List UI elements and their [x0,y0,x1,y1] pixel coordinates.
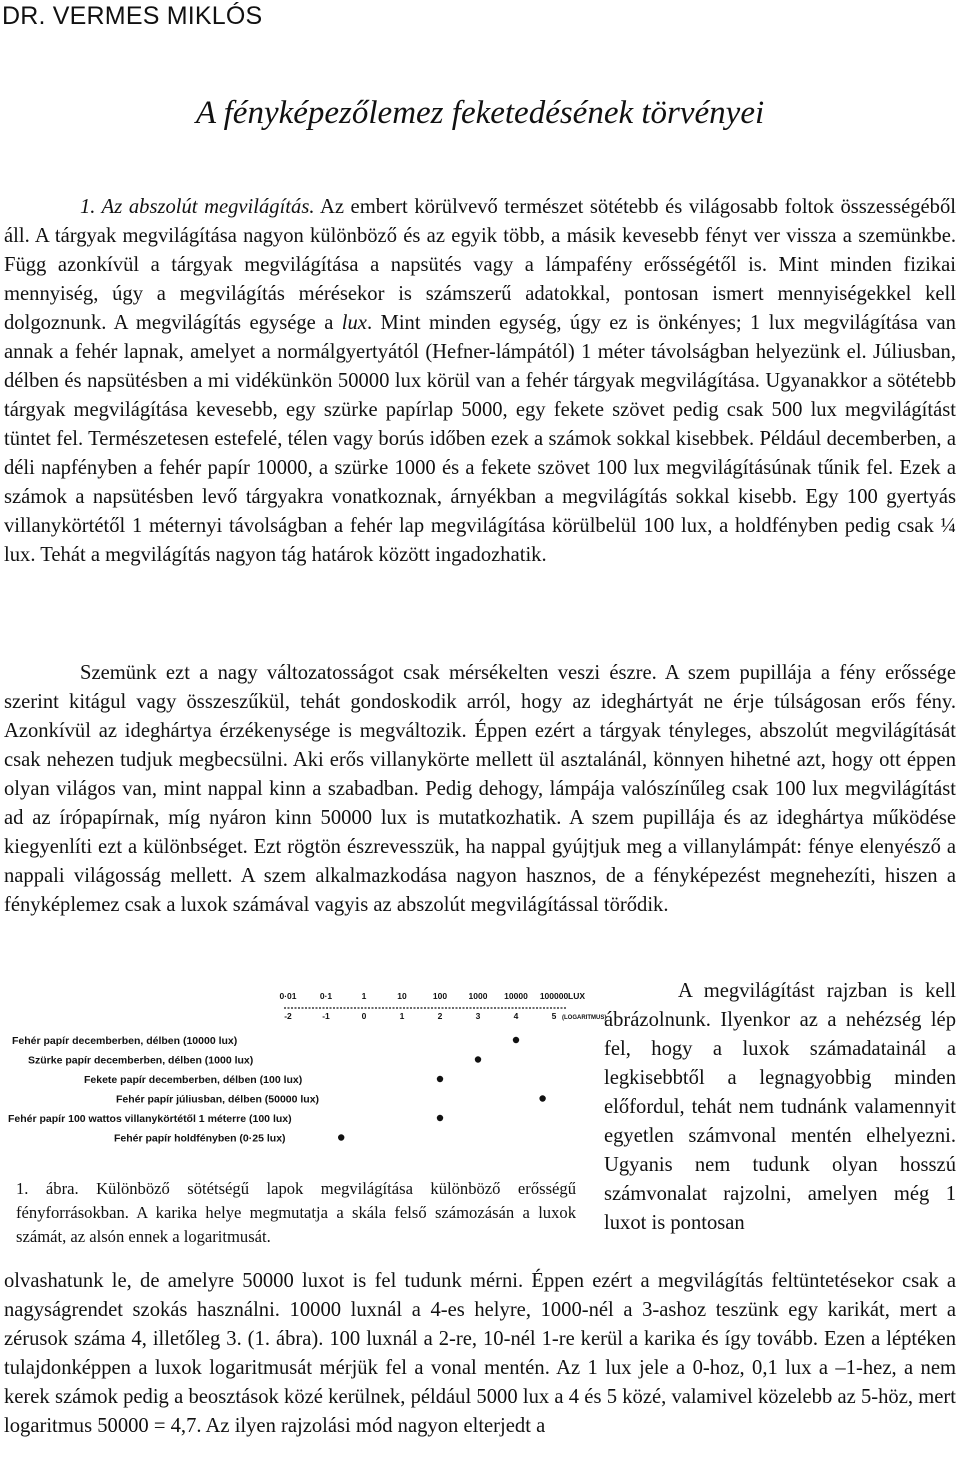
scale-top-label: 1 [361,991,367,1001]
scale-bottom-label: 1 [399,1011,405,1021]
unit-label: LUX [568,991,585,1001]
scale-top-label: 100000 [539,991,569,1001]
scale-bottom-label: 0 [361,1011,367,1021]
figure-illumination-scale [6,988,607,1168]
paragraph-eye-adaptation: Szemünk ezt a nagy változatosságot csak mérsékelten veszi észre. A szem pupillája a fény erőssége szerint kitágul vagy összeszűkül, tehát gondoskodik arról, hogy az ideghártyát ne érje túlságosan erős fény. Azonkívül az ideghártya érzékenysége is megváltozik. Éppen ezért a tárgyak tényleges, abszolút megvilágítását csak nehezen tudjuk megbecsülni. Aki erős villanykörte mellett ül asztalánál, könnyen hihetné azt, hogy ott éppen olyan világos van, mint nappal kinn a szabadban. Pedig dehogy, lámpája valószínűleg csak 100 lux megvilágítást ad az írópapírnak, míg nyáron kinn 50000 lux is mutatkozhatik. A szem pupillája és az ideghártya működése kiegyenlíti ezt a különbséget. Ezt rögtön észrevesszük, ha nappal gyújtjuk meg a villanylámpát: fénye elenyésző a nappali világosság mellett. A szem alkalmazkodása nagyon hasznos, de a fényképezést megnehezíti, hiszen a fényképlemez csak a luxok számával vagyis az abszolút megvilágítással törődik. [4,662,956,916]
lux-term: lux [341,312,367,334]
scale-bottom-label: 4 [513,1011,519,1021]
scale-row-label: Fehér papír holdfényben (0·25 lux) [114,1132,286,1145]
paragraph-drawing-right: A megvilágítást rajzban is kell ábrázolnunk. Ilyenkor az a nehézség lép fel, hogy a luxok számadatainál a legkisebbtől a legnagyobbig minden előfordul, tehát nem tudnánk valamennyit egyetlen számvonal mentén elhelyezni. Ugyanis nem tudunk olyan hosszú számvonalat rajzolni, amelyen még 1 luxot is pontosan [604,980,956,1234]
scale-row-label: Fehér papír 100 wattos villanykörtétől 1 méterre (100 lux) [8,1113,292,1125]
illumination-dot [437,1076,443,1082]
article-title: A fényképezőlemez feketedésének törvényei [195,95,765,131]
illumination-dot [513,1037,519,1043]
scale-bottom-label: 3 [475,1011,481,1021]
section-lead: 1. Az abszolút megvilágítás. [80,196,315,218]
scale-bottom-label: 2 [437,1011,443,1021]
scale-top-label: 10000 [504,991,528,1001]
scale-row-label: Fehér papír júliusban, délben (50000 lux) [116,1093,320,1106]
scale-bottom-label: -1 [322,1011,330,1021]
scale-row-label: Fehér papír decemberben, délben (10000 lux) [12,1035,238,1047]
illumination-dot [475,1056,481,1062]
paragraph-logarithm: olvashatunk le, de amelyre 50000 luxot is fel tudunk mérni. Éppen ezért a megvilágítás feltüntetésekor csak a nagyságrendet szokás használni. 10000 luxnál a 4-es helyre, 1000-nél a 3-ashoz teszünk egy karikát, mert a zérusok száma 4, illetőleg 3. (1. ábra). 100 luxnál a 2-re, 10-nél 1-re kerül a karika és így tovább. Ezen a léptéken tulajdonképpen a luxok logaritmusát mérjük fel a vonal mentén. Az 1 lux jele a 0-hoz, 0,1 lux a –1-hez, a nem kerek számok pedig a beosztások közé kerülnek, például 5000 lux a 4 és 5 közé, valamivel közelebb az 5-höz, mert logaritmus 50000 = 4,7. Az ilyen rajzolási mód nagyon elterjedt a [4,1270,956,1437]
scale-bottom-label: -2 [284,1011,292,1021]
scale-row-label: Fekete papír decemberben, délben (100 lux) [84,1074,303,1086]
scale-top-label: 0·1 [319,991,333,1001]
paragraph-absolute-illumination [4,193,956,570]
scale-bottom-label: 5 [551,1011,557,1021]
log-label: (LOGARITMUS) [562,1015,607,1021]
illumination-dot [437,1115,443,1121]
illumination-dot [539,1095,545,1101]
scale-top-label: 100 [432,991,448,1001]
paragraph-text: . Mint minden egység, úgy ez is önkényes; 1 lux megvilágítása van annak a fehér lapnak, amelyet a normálgyertyától (Hefner-lámpától) 1 méter távolságban helyezünk el. Júliusban, délben és napsütésben a mi vidékünkön 50000 lux körül van a fehér tárgyak megvilágítása. Ugyanakkor a sötétebb tárgyak megvilágítása kevesebb, egy szürke papírlap 5000, egy fekete szövet pedig csak 500 lux megvilágítást tüntet fel. Természetesen estefelé, télen vagy borús időben ezek a számok sokkal kisebbek. Például decemberben, a déli napfényben a fehér papír 10000, a szürke 1000 és a fekete szövet 100 lux megvilágításúnak tűnik fel. Ezek a számok a napsütésben levő tárgyakra vonatkoznak, árnyékban a megvilágítás sokkal kisebb. Egy 100 gyertyás villanykörtétől 1 méternyi távolságban a fehér lap megvilágítása körülbelül 100 lux, a holdfényben pedig csak ¼ lux. Tehát a megvilágítás nagyon tág határok között ingadozhatik. [4,312,956,566]
scale-top-label: 0·01 [279,991,297,1001]
scale-row-label: Szürke papír decemberben, délben (1000 lux) [28,1054,254,1067]
illumination-dot [338,1134,344,1140]
scale-top-label: 10 [397,991,407,1001]
figure-caption: 1. ábra. Különböző sötétségű lapok megvilágítása különböző erősségű fényforrásokban. A karika helye megmutatja a skála felső számozásán a luxok számát, az alsón ennek a logaritmusát. [16,1179,576,1246]
paragraph-text: Az embert körülvevő természet sötétebb és világosabb foltok összességéből áll. A tárgyak megvilágítása nagyon különböző és az egyik több, a másik kevesebb fényt ver vissza a szemünkbe. Függ azonkívül a tárgyak megvilágítása a napsütés vagy a lámpafény erősségétől is. Mint minden fizikai mennyiség, úgy a megvilágítás mérésekor is számszerű adatokkal, pontosan ismert mennyiségekkel kell dolgoznunk. A megvilágítás egysége a [4,196,956,334]
scale-diagram [6,988,607,1168]
scale-top-label: 1000 [468,991,488,1001]
author-header: DR. VERMES MIKLÓS [2,2,263,30]
